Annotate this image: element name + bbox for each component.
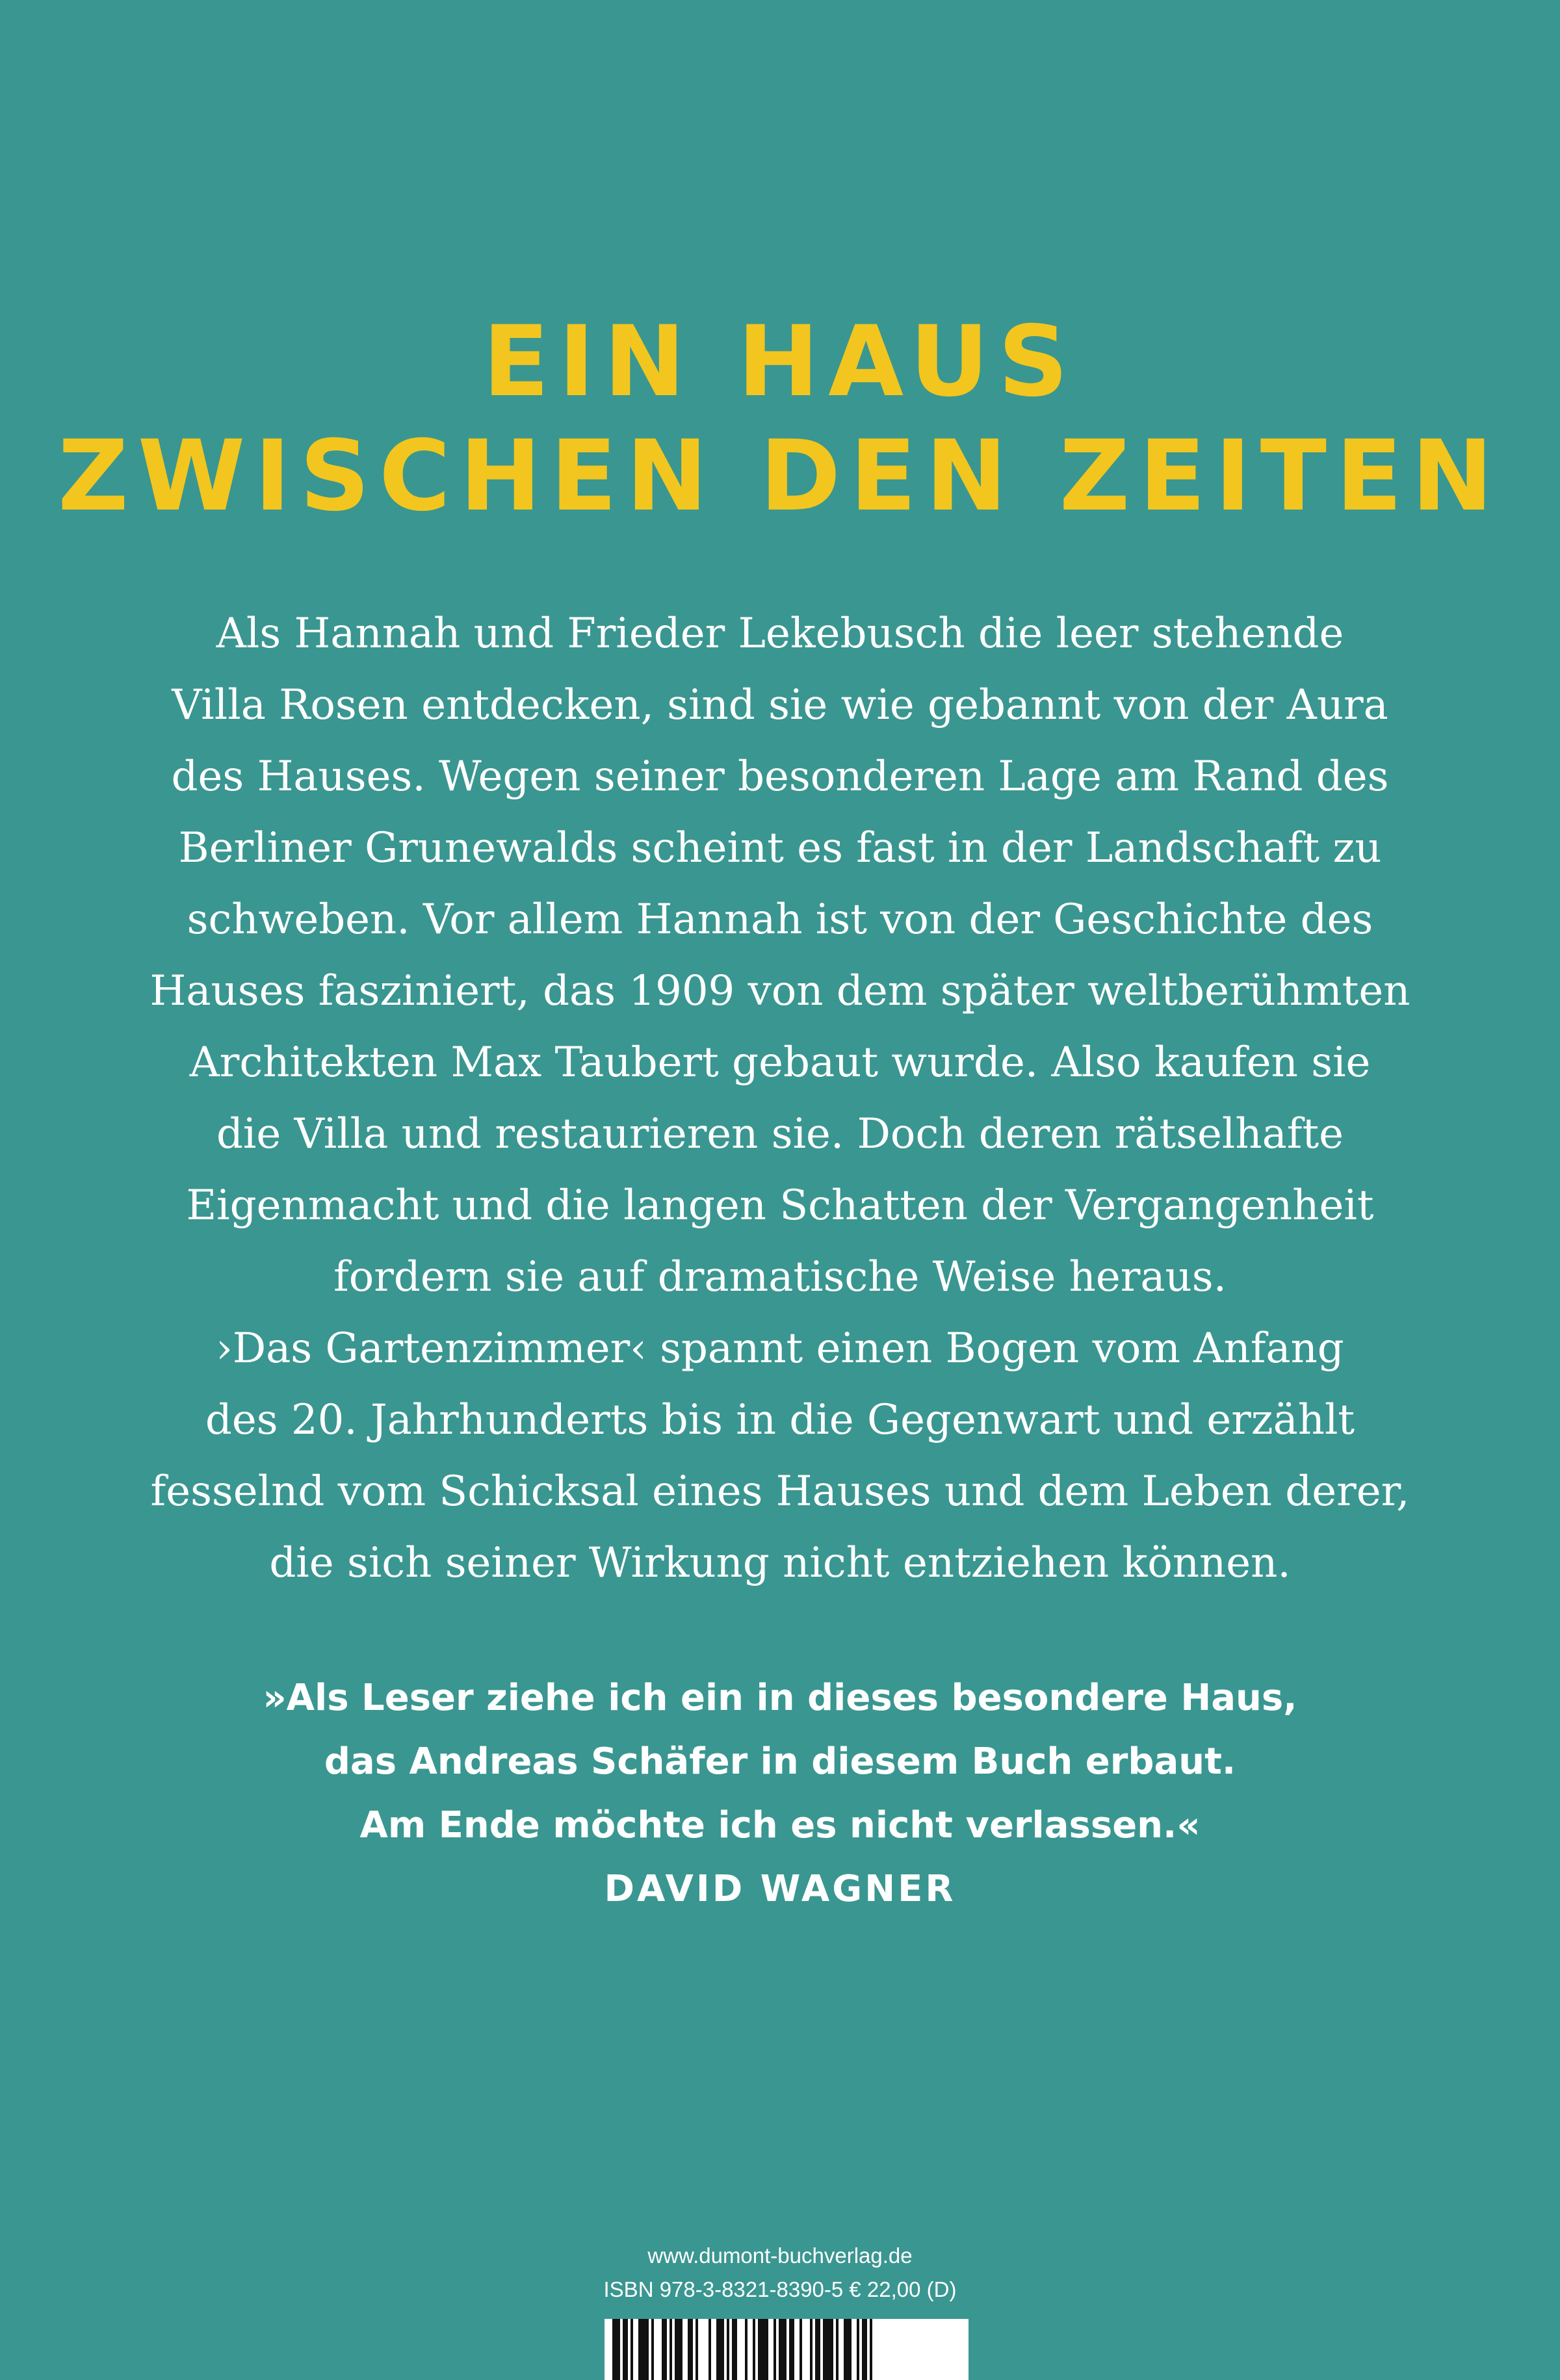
quote-line: »Als Leser ziehe ich ein in dieses besondere Haus, [263,1677,1297,1719]
blurb-line: des Hauses. Wegen seiner besonderen Lage am Rand des [171,753,1389,801]
blurb-text [130,598,1430,1599]
barcode-bars [604,2319,968,2380]
isbn-price: ISBN 978-3-8321-8390-5 € 22,00 (D) [603,2277,957,2301]
publisher-imprint [455,2239,1105,2307]
blurb-line: Als Hannah und Frieder Lekebusch die leer stehende [216,610,1344,658]
blurb-line: ›Das Gartenzimmer‹ spannt einen Bogen vom Anfang [216,1325,1344,1373]
blurb-line: Eigenmacht und die langen Schatten der Vergangenheit [186,1182,1374,1230]
blurb-line: die sich seiner Wirkung nicht entziehen können. [269,1539,1291,1587]
barcode-graphic [604,2319,968,2380]
quote-line: das Andreas Schäfer in diesem Buch erbaut. [324,1740,1236,1783]
blurb-line: Hauses fasziniert, das 1909 von dem später weltberühmten [150,967,1410,1015]
headline-line-1: EIN HAUS [482,305,1078,419]
blurb-line: Villa Rosen entdecken, sind sie wie gebannt von der Aura [172,681,1388,729]
blurb-line: die Villa und restaurieren sie. Doch deren rätselhafte [216,1110,1344,1158]
blurb-line: fesselnd vom Schicksal eines Hauses und dem Leben derer, [150,1468,1410,1516]
blurb-line: Berliner Grunewalds scheint es fast in der Landschaft zu [178,824,1382,872]
review-quote [130,1666,1430,1921]
blurb-line: Architekten Max Taubert gebaut wurde. Also kaufen sie [189,1039,1371,1087]
publisher-website: www.dumont-buchverlag.de [647,2244,913,2268]
headline-line-2: ZWISCHEN DEN ZEITEN [57,420,1502,533]
quote-line: Am Ende möchte ich es nicht verlassen.« [359,1804,1201,1846]
blurb-line: schweben. Vor allem Hannah ist von der Geschichte des [187,896,1373,944]
blurb-line: fordern sie auf dramatische Weise heraus. [333,1253,1227,1301]
quote-author: DAVID WAGNER [604,1868,956,1910]
blurb-line: des 20. Jahrhunderts bis in die Gegenwart und erzählt [205,1396,1355,1444]
